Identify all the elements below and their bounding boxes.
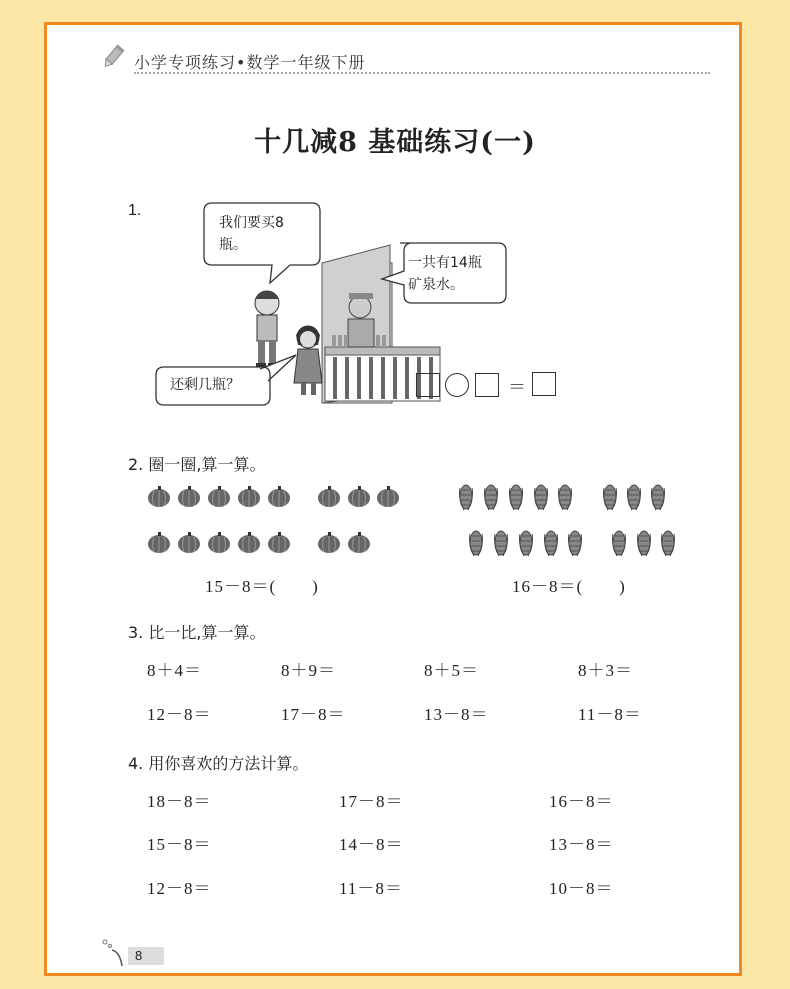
answer-box-3[interactable] xyxy=(532,372,556,396)
page-header xyxy=(100,44,710,74)
corn-icon xyxy=(495,531,508,556)
corn-icon xyxy=(520,531,533,556)
corn-icon xyxy=(569,531,582,556)
pumpkin-icon xyxy=(148,486,170,507)
pumpkin-icon xyxy=(238,532,260,553)
bubble-boy-line2: 瓶。 xyxy=(219,237,247,253)
answer-box-2[interactable] xyxy=(475,373,499,397)
page-number-box xyxy=(128,947,164,965)
pencil-icon xyxy=(100,44,126,70)
q3-heading: 3. 比一比,算一算。 xyxy=(128,623,266,642)
bubble-seller-line1: 一共有14瓶 xyxy=(408,255,482,271)
pumpkin-icon xyxy=(238,486,260,507)
pumpkin-icon xyxy=(268,486,290,507)
bubble-boy-line1: 我们要买8 xyxy=(219,215,284,231)
q1-number: 1. xyxy=(128,202,142,219)
pumpkin-group xyxy=(148,484,378,558)
header-text: 小学专项练习•数学一年级下册 xyxy=(134,53,366,72)
q4-expression[interactable]: 10－8＝ xyxy=(549,879,614,898)
boy-figure xyxy=(255,291,279,367)
q4-expression[interactable]: 18－8＝ xyxy=(147,792,212,811)
corn-icon xyxy=(638,531,651,556)
q3-expression[interactable]: 13－8＝ xyxy=(424,705,489,724)
q4-expression[interactable]: 11－8＝ xyxy=(339,879,403,898)
q3-expression[interactable]: 11－8＝ xyxy=(578,705,642,724)
bubble-girl-text: 还剩几瓶？ xyxy=(170,377,240,393)
corn-icon xyxy=(545,531,558,556)
pumpkin-icon xyxy=(178,532,200,553)
bubble-seller-line2: 矿泉水。 xyxy=(408,277,464,293)
footer-swirl-icon xyxy=(100,938,128,968)
q4-expression[interactable]: 16－8＝ xyxy=(549,792,614,811)
pumpkin-icon xyxy=(268,532,290,553)
corn-icon xyxy=(559,485,572,510)
corn-icon xyxy=(604,485,617,510)
pumpkin-icon xyxy=(348,532,370,553)
answer-box-1[interactable] xyxy=(416,373,440,397)
q3-expression[interactable]: 12－8＝ xyxy=(147,705,212,724)
header-dotted-line xyxy=(134,72,710,74)
operator-circle[interactable] xyxy=(445,373,469,397)
q2-left-expression[interactable]: 15－8＝( ) xyxy=(205,577,319,596)
q4-expression[interactable]: 17－8＝ xyxy=(339,792,404,811)
pumpkin-icon xyxy=(208,486,230,507)
q3-expression[interactable]: 17－8＝ xyxy=(281,705,346,724)
corn-icon xyxy=(460,485,473,510)
pumpkin-icon xyxy=(208,532,230,553)
pumpkin-icon xyxy=(318,486,340,507)
corn-group xyxy=(456,484,696,560)
corn-icon xyxy=(628,485,641,510)
pumpkin-icon xyxy=(318,532,340,553)
corn-icon xyxy=(613,531,626,556)
corn-icon xyxy=(470,531,483,556)
corn-icon xyxy=(652,485,665,510)
page-number: 8 xyxy=(135,948,143,963)
pumpkin-icon xyxy=(178,486,200,507)
page-title: 十几减8 基础练习(一) xyxy=(254,127,536,158)
q3-expression[interactable]: 8＋4＝ xyxy=(147,661,202,680)
q2-heading: 2. 圈一圈,算一算。 xyxy=(128,455,266,474)
q4-expression[interactable]: 14－8＝ xyxy=(339,835,404,854)
corn-icon xyxy=(510,485,523,510)
girl-figure xyxy=(294,326,322,395)
corn-icon xyxy=(535,485,548,510)
q3-expression[interactable]: 8＋3＝ xyxy=(578,661,633,680)
pumpkin-icon xyxy=(348,486,370,507)
q4-expression[interactable]: 13－8＝ xyxy=(549,835,614,854)
pumpkin-icon xyxy=(148,532,170,553)
pumpkin-extra xyxy=(376,486,400,510)
q2-right-expression[interactable]: 16－8＝( ) xyxy=(512,577,626,596)
q4-expression[interactable]: 15－8＝ xyxy=(147,835,212,854)
q3-expression[interactable]: 8＋9＝ xyxy=(281,661,336,680)
q4-heading: 4. 用你喜欢的方法计算。 xyxy=(128,754,309,773)
corn-icon xyxy=(485,485,498,510)
corn-icon xyxy=(662,531,675,556)
equals-sign: ＝ xyxy=(508,377,526,398)
q3-expression[interactable]: 8＋5＝ xyxy=(424,661,479,680)
q4-expression[interactable]: 12－8＝ xyxy=(147,879,212,898)
